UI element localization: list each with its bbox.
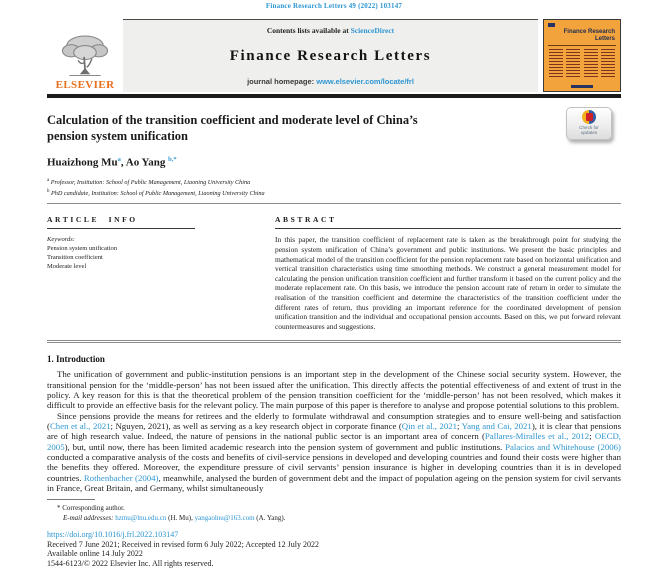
footnote-block (47, 499, 621, 523)
cover-title: Finance Research Letters (563, 29, 615, 42)
issn-copyright-line: 1544-6123/© 2022 Elsevier Inc. All rights reserved. (47, 558, 214, 568)
abstract-text: In this paper, the transition coefficient of replacement rate is taken as the breakthrough point for studying the pension system unification of China’s government and public institutions. We present the basic principles and mathematical model of the transition coefficient for the pension replacement rate based on horizontal unification and vertical transition characteristics using time smoothing methods. We construct a general measurement model for calculating the pension unification transition coefficient and further transform it based on the current policy and the moderate replacement rate. On this basis, we introduce the pension account rate of return in order to simulate the realisation of the transition coefficient and determine the characteristics of the transition coefficient under the different rates of return, thus providing an important reference for the coordinated development of pension unification transition and the individual and occupational pension accounts. Based on this, we put forward relevant countermeasures and suggestions. (275, 235, 621, 331)
cover-contents-listing (544, 46, 620, 79)
journal-homepage-line (123, 77, 538, 86)
journal-cover-column (543, 19, 621, 92)
check-for-updates-label: Check for updates (579, 125, 599, 136)
received-dates-line: Received 7 June 2021; Received in revised form 6 July 2022; Accepted 12 July 2022 (47, 539, 319, 549)
homepage-prefix: journal homepage: (247, 77, 317, 86)
citation-link[interactable]: OECD, 2005 (47, 431, 621, 452)
affiliations (47, 177, 621, 199)
body-text-segment: ), but, until now, there has been limited academic research into the pension system of government and public institutions. (64, 441, 506, 452)
citation-link[interactable]: Chen et al., 2021 (49, 421, 111, 432)
affiliation-line: $^b$ PhD candidate, Institution: School of Public Management, Liaoning University China (47, 188, 265, 197)
section-heading-introduction: 1. Introduction (47, 354, 105, 365)
email-owner: (H. Mu), (166, 513, 195, 522)
body-text-segment: ; (589, 431, 595, 442)
body-text-segment: ), it is clear that pensions are of high research value. Indeed, the nature of pensions in the national public sector is an important area of concern ( (47, 421, 622, 442)
author-name: Ao Yang (125, 156, 166, 169)
affiliation-line: $^a$ Professor, Institution: School of Public Management, Liaoning University China (47, 177, 251, 186)
journal-article-page (0, 2, 668, 587)
crossmark-bookmark-icon (586, 113, 593, 121)
article-info-heading: ARTICLE INFO (47, 215, 195, 229)
journal-cover-thumbnail[interactable] (543, 19, 621, 92)
citation-link[interactable]: Yang and Cai, 2021 (461, 421, 532, 432)
email-label: E-mail addresses: (63, 513, 114, 522)
check-for-updates-badge[interactable] (566, 107, 612, 140)
intro-paragraph-2 (47, 411, 621, 494)
body-text-segment: ; Nguyen, 2021), as well as serving as a key research object in corporate finance ( (110, 421, 402, 432)
intro-paragraph-1: The unification of government and public-institution pensions is an important step in the development of the Chinese social security system. However, the transitional pension for the ‘middle-person’ has not been issued after the unification. This directly affects the potential effectiveness of and extent of trust in the policy. A key reason for this is that the theoretical problem of the pension transition coefficient for the ‘middle-person’ has not been resolved, which makes it difficult to provide an effective basis for the relevant policy. The main purpose of this paper is therefore to analyse and propose potential solutions to this problem. (47, 369, 621, 411)
cover-corner-mark (548, 23, 555, 27)
email-owner: (A. Yang). (254, 513, 286, 522)
abstract-heading: ABSTRACT (275, 215, 621, 229)
keywords-label: Keywords: (47, 236, 75, 244)
contents-prefix: Contents lists available at (266, 26, 351, 35)
body-text-segment: Since pensions provide the means for retirees and the elderly to formulate withdrawal and consumption strategies and to ensure well-being and satisfaction ( (47, 410, 621, 432)
publication-info-block (47, 530, 621, 568)
contents-lists-line (123, 26, 538, 35)
page-content (0, 19, 668, 568)
citation-link[interactable]: Pallares-Miralles et al., 2012 (484, 431, 590, 442)
article-title: Calculation of the transition coefficient and moderate level of China’s pension system unification (47, 113, 418, 143)
citation-link[interactable]: Qin et al., 2021 (401, 421, 458, 432)
elsevier-wordmark: ELSEVIER (55, 79, 115, 91)
keyword: Pension system unification (47, 245, 118, 253)
keyword: Moderate level (47, 263, 87, 271)
journal-title: Finance Research Letters (229, 47, 432, 64)
journal-reference[interactable]: Finance Research Letters 49 (2022) 103147 (265, 2, 403, 10)
elsevier-logo[interactable] (47, 19, 123, 92)
body-text-segment: ; (457, 421, 462, 432)
email-link-mu[interactable]: hzmu@lnu.edu.cn (115, 513, 167, 522)
keyword: Transition coefficient (47, 254, 103, 262)
citation-link[interactable]: Palacios and Whitehouse (2006) (505, 441, 621, 452)
email-addresses-line (47, 514, 621, 524)
keywords-list (47, 235, 195, 271)
article-info-column (47, 215, 195, 331)
author-separator: , (120, 156, 126, 169)
author-affiliation-marker[interactable]: b,* (168, 156, 177, 163)
body-text-segment: , meanwhile, analysed the burden of government debt and the impact of population ageing on the pension system for civil servants in France, Great Britain, and Germany, whilst simultaneously (47, 472, 621, 494)
available-online-line: Available online 14 July 2022 (47, 549, 143, 559)
elsevier-tree-icon (59, 34, 111, 78)
corresponding-author-note: * Corresponding author. (57, 504, 125, 513)
email-link-yang[interactable]: yangaolnu@163.com (194, 513, 255, 522)
info-abstract-block (47, 203, 621, 343)
author-name: Huaizhong Mu (47, 156, 118, 169)
sciencedirect-link[interactable]: ScienceDirect (350, 26, 395, 35)
check-for-updates-icon (582, 110, 596, 124)
author-byline (47, 156, 621, 169)
body-text-segment: conducted a comparative analysis of the costs and benefits of civil-service pensions in developed and developing countries and found their costs were higher than the benefits they offered. Moreover, the expenditure pressure of civil servants’ pension insurance is higher in developing countries than it is in developed countries. (47, 452, 621, 483)
header-rule (47, 94, 621, 98)
banner-center (123, 19, 538, 92)
footnote-rule (47, 499, 95, 500)
doi-link[interactable]: https://doi.org/10.1016/j.frl.2022.103147 (47, 530, 179, 540)
journal-homepage-link[interactable]: www.elsevier.com/locate/frl (316, 77, 414, 86)
citation-link[interactable]: Rothenbacher (2004) (83, 472, 159, 483)
journal-header-banner (47, 19, 621, 92)
cover-footer-mark (571, 85, 593, 88)
abstract-column (275, 215, 621, 331)
author-affiliation-marker[interactable]: a (117, 156, 121, 163)
